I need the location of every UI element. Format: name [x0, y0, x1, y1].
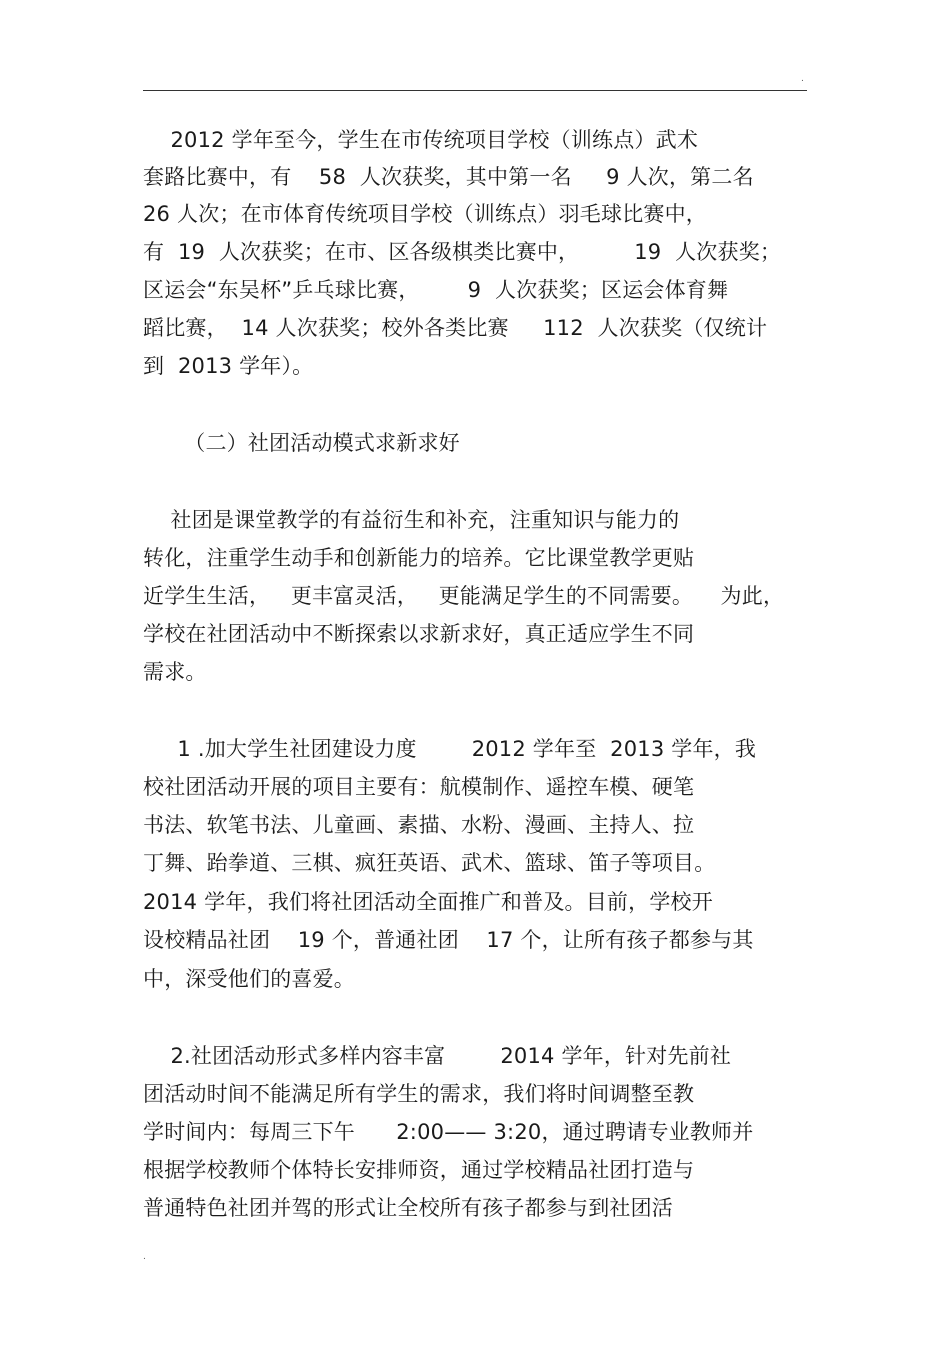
text-line: 普通特色社团并驾的形式让全校所有孩子都参与到社团活 [143, 1196, 673, 1220]
text-line: 丁舞、跆拳道、三棋、疯狂英语、武术、篮球、笛子等项目。 [143, 851, 716, 875]
header-mark: . [801, 74, 804, 84]
text-line: 近学生生活， 更丰富灵活， 更能满足学生的不同需要。 为此， [143, 584, 785, 608]
section-heading: （二）社团活动模式求新求好 [143, 431, 460, 455]
text-line: 转化，注重学生动手和创新能力的培养。它比课堂教学更贴 [143, 546, 695, 570]
text-line: 校社团活动开展的项目主要有：航模制作、遥控车模、硬笔 [143, 775, 695, 799]
text-line: 社团是课堂教学的有益衍生和补充，注重知识与能力的 [143, 508, 680, 532]
text-line: 26 人次；在市体育传统项目学校（训练点）羽毛球比赛中， [143, 202, 707, 226]
text-line: 2014 学年，我们将社团活动全面推广和普及。目前，学校开 [143, 890, 713, 914]
header-rule [143, 90, 807, 91]
text-line: 1 .加大学生社团建设力度 2012 学年至 2013 学年，我 [143, 737, 757, 761]
text-line: 区运会“东吴杯”乒乓球比赛， 9 人次获奖；区运会体育舞 [143, 278, 729, 302]
text-line: 蹈比赛， 14 人次获奖；校外各类比赛 112 人次获奖（仅统计 [143, 316, 768, 340]
text-line: 书法、软笔书法、儿童画、素描、水粉、漫画、主持人、拉 [143, 813, 695, 837]
text-line: 团活动时间不能满足所有学生的需求，我们将时间调整至教 [143, 1082, 695, 1106]
text-line: 学时间内：每周三下午 2:00—— 3:20，通过聘请专业教师并 [143, 1120, 754, 1144]
text-line: 学校在社团活动中不断探索以求新求好，真正适应学生不同 [143, 622, 695, 646]
text-line: 中，深受他们的喜爱。 [143, 967, 355, 991]
text-line: 需求。 [143, 660, 207, 684]
text-line: 根据学校教师个体特长安排师资，通过学校精品社团打造与 [143, 1158, 695, 1182]
text-line: 2.社团活动形式多样内容丰富 2014 学年，针对先前社 [143, 1044, 732, 1068]
text-line: 2012 学年至今，学生在市传统项目学校（训练点）武术 [143, 128, 699, 152]
text-line: 套路比赛中，有 58 人次获奖，其中第一名 9 人次，第二名 [143, 165, 754, 189]
text-line: 设校精品社团 19 个，普通社团 17 个，让所有孩子都参与其 [143, 928, 754, 952]
text-line: 到 2013 学年）。 [143, 354, 314, 378]
text-line: 有 19 人次获奖；在市、区各级棋类比赛中， 19 人次获奖； [143, 240, 782, 264]
footer-mark: . [143, 1252, 146, 1262]
